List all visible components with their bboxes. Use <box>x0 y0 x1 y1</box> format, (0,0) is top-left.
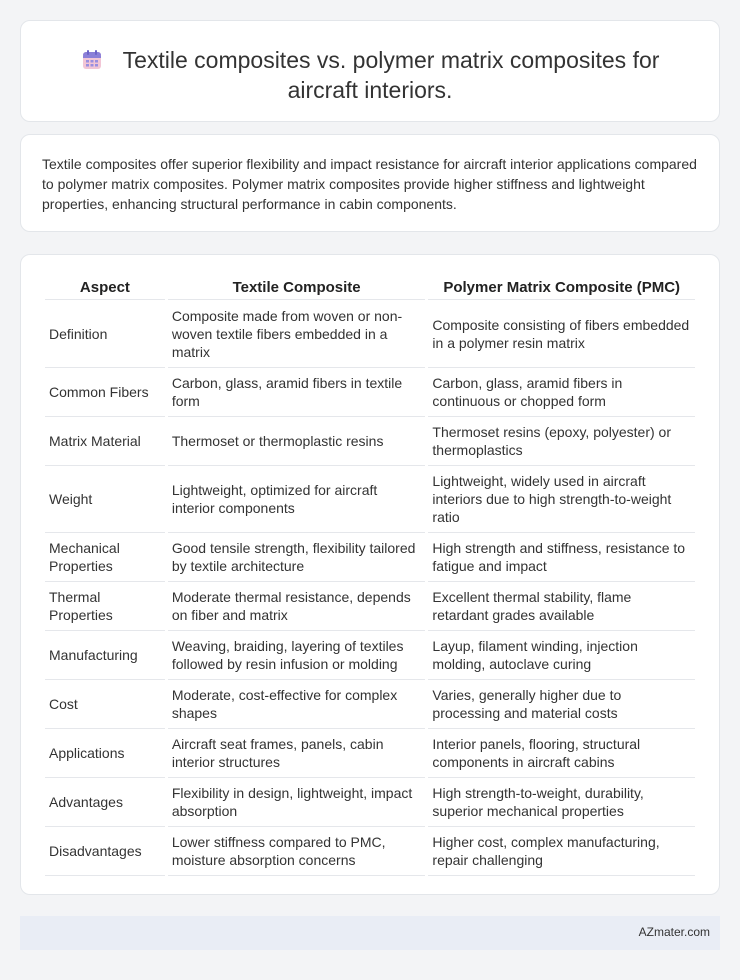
footer-brand[interactable]: AZmater.com <box>638 925 710 939</box>
row-textile-value: Carbon, glass, aramid fibers in textile form <box>168 368 426 417</box>
row-pmc-value: Varies, generally higher due to processing and material costs <box>428 680 695 729</box>
row-aspect: Manufacturing <box>45 631 165 680</box>
summary-text: Textile composites offer superior flexibility and impact resistance for aircraft interior applications compared to polymer matrix composites. Polymer matrix composites provide higher stiffness and lightweight properties, enhancing structural performance in cabin components. <box>42 156 697 212</box>
table-row <box>45 778 695 827</box>
row-pmc-value: Thermoset resins (epoxy, polyester) or thermoplastics <box>428 417 695 466</box>
comparison-table <box>42 274 698 876</box>
row-textile-value: Moderate, cost-effective for complex shapes <box>168 680 426 729</box>
summary-card <box>20 134 720 232</box>
table-row <box>45 300 695 368</box>
row-aspect: Common Fibers <box>45 368 165 417</box>
table-row <box>45 533 695 582</box>
row-aspect: Advantages <box>45 778 165 827</box>
table-row <box>45 368 695 417</box>
table-row <box>45 729 695 778</box>
row-pmc-value: Composite consisting of fibers embedded in a polymer resin matrix <box>428 300 695 368</box>
table-row <box>45 417 695 466</box>
row-textile-value: Good tensile strength, flexibility tailored by textile architecture <box>168 533 426 582</box>
table-row <box>45 680 695 729</box>
row-pmc-value: Excellent thermal stability, flame retardant grades available <box>428 582 695 631</box>
row-pmc-value: Layup, filament winding, injection molding, autoclave curing <box>428 631 695 680</box>
row-aspect: Weight <box>45 466 165 533</box>
row-pmc-value: Carbon, glass, aramid fibers in continuous or chopped form <box>428 368 695 417</box>
row-aspect: Applications <box>45 729 165 778</box>
row-pmc-value: Interior panels, flooring, structural components in aircraft cabins <box>428 729 695 778</box>
row-textile-value: Flexibility in design, lightweight, impact absorption <box>168 778 426 827</box>
row-aspect: Cost <box>45 680 165 729</box>
row-textile-value: Composite made from woven or non-woven textile fibers embedded in a matrix <box>168 300 426 368</box>
row-textile-value: Thermoset or thermoplastic resins <box>168 417 426 466</box>
row-aspect: Definition <box>45 300 165 368</box>
page-title <box>21 45 719 105</box>
comparison-table-card <box>20 254 720 895</box>
row-textile-value: Lightweight, optimized for aircraft interior components <box>168 466 426 533</box>
row-pmc-value: Higher cost, complex manufacturing, repair challenging <box>428 827 695 876</box>
row-textile-value: Moderate thermal resistance, depends on fiber and matrix <box>168 582 426 631</box>
table-row <box>45 582 695 631</box>
table-row <box>45 827 695 876</box>
row-pmc-value: High strength and stiffness, resistance to fatigue and impact <box>428 533 695 582</box>
row-aspect: Mechanical Properties <box>45 533 165 582</box>
row-aspect: Disadvantages <box>45 827 165 876</box>
row-textile-value: Aircraft seat frames, panels, cabin interior structures <box>168 729 426 778</box>
header-aspect: Aspect <box>45 274 165 300</box>
title-card <box>20 20 720 122</box>
row-aspect: Thermal Properties <box>45 582 165 631</box>
footer-bar <box>20 916 720 950</box>
header-textile-composite: Textile Composite <box>168 274 426 300</box>
row-textile-value: Lower stiffness compared to PMC, moisture absorption concerns <box>168 827 426 876</box>
table-header-row <box>45 274 695 300</box>
row-aspect: Matrix Material <box>45 417 165 466</box>
header-polymer-matrix-composite: Polymer Matrix Composite (PMC) <box>428 274 695 300</box>
calendar-icon <box>81 49 103 71</box>
row-pmc-value: High strength-to-weight, durability, superior mechanical properties <box>428 778 695 827</box>
table-row <box>45 466 695 533</box>
table-row <box>45 631 695 680</box>
row-pmc-value: Lightweight, widely used in aircraft interiors due to high strength-to-weight ratio <box>428 466 695 533</box>
row-textile-value: Weaving, braiding, layering of textiles followed by resin infusion or molding <box>168 631 426 680</box>
page-title-text: Textile composites vs. polymer matrix composites for aircraft interiors. <box>122 47 660 103</box>
